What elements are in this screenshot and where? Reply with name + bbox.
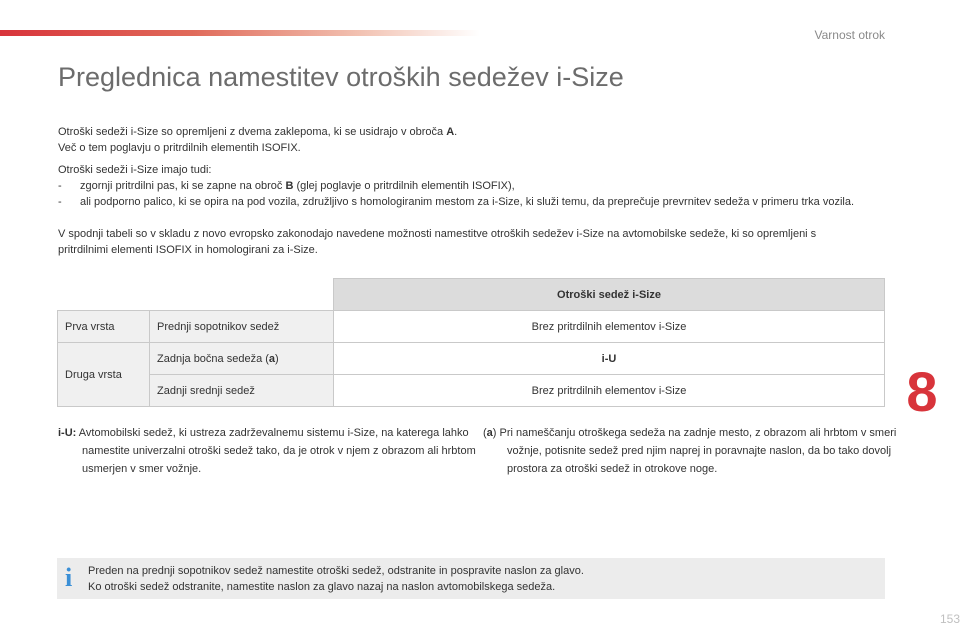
top-accent-bar xyxy=(0,30,480,36)
page-number: 153 xyxy=(939,612,960,626)
empty-cell xyxy=(58,279,150,311)
info-box xyxy=(57,558,885,599)
table-header-row xyxy=(58,279,885,311)
bullet-top-tether: zgornji pritrdilni pas, ki se zapne na obroč B (glej poglavje o pritrdilnih elementih ISOFIX), xyxy=(80,180,515,192)
info-icon: i xyxy=(65,563,73,592)
bullet-dash: - xyxy=(58,180,62,192)
table-row xyxy=(58,311,885,343)
intro-line-2: Več o tem poglavju o pritrdilnih elementih ISOFIX. xyxy=(58,142,301,154)
chapter-number: 8 xyxy=(906,360,938,423)
table-cell: i-U xyxy=(334,343,885,375)
info-text: Preden na prednji sopotnikov sedež namestite otroški sedež, odstranite in pospravite naslon za glavo. Ko otroški sedež odstranite, namestite naslon za glavo nazaj na naslon avtomobilskega sedeža. xyxy=(88,565,584,593)
isize-table xyxy=(57,278,885,407)
bullet-support-leg: ali podporno palico, ki se opira na pod vozila, združljivo s homologiranim mestom za i-Size, ki služi temu, da preprečuje prevrnitev sedeža v primeru trka vozila. xyxy=(80,196,855,208)
intro-line-1: Otroški sedeži i-Size so opremljeni z dvema zaklepoma, ki se usidrajo v obroča A. xyxy=(58,126,458,138)
row-label: Prva vrsta xyxy=(58,311,150,343)
note-iu: i-U: Avtomobilski sedež, ki ustreza zadrževalnemu sistemu i-Size, na katerega lahko namestite univerzalni otroški sedež tako, da je otrok v njem z obrazom ali hrbtom usmerjen v smer vožnje. xyxy=(58,427,476,475)
page-title: Preglednica namestitev otroških sedežev i-Size xyxy=(58,62,624,92)
features-heading: Otroški sedeži i-Size imajo tudi: xyxy=(58,164,212,176)
table-row xyxy=(58,375,885,407)
bullet-dash: - xyxy=(58,196,62,208)
row-label: Druga vrsta xyxy=(58,343,150,407)
seat-label: Zadnja bočna sedeža (a) xyxy=(150,343,334,375)
table-row xyxy=(58,343,885,375)
table-cell: Brez pritrdilnih elementov i-Size xyxy=(334,375,885,407)
empty-cell xyxy=(150,279,334,311)
table-cell: Brez pritrdilnih elementov i-Size xyxy=(334,311,885,343)
note-a: (a) Pri nameščanju otroškega sedeža na zadnje mesto, z obrazom ali hrbtom v smeri vožnje, potisnite sedež pred njim naprej in poravnajte naslon, da bo tako dovolj prostora za otroški sedež in otrokove noge. xyxy=(483,427,897,475)
seat-label: Zadnji srednji sedež xyxy=(150,375,334,407)
section-title: Varnost otrok xyxy=(814,28,885,42)
features-closing: V spodnji tabeli so v skladu z novo evropsko zakonodajo navedene možnosti namestitve otroških sedežev i-Size na avtomobilske sedeže, ki so opremljeni s pritrdilnimi elementi ISOFIX in homologirani za i-Size. xyxy=(58,228,817,256)
ring-a-label: A xyxy=(446,126,455,138)
seat-label: Prednji sopotnikov sedež xyxy=(150,311,334,343)
column-header: Otroški sedež i-Size xyxy=(334,279,885,311)
